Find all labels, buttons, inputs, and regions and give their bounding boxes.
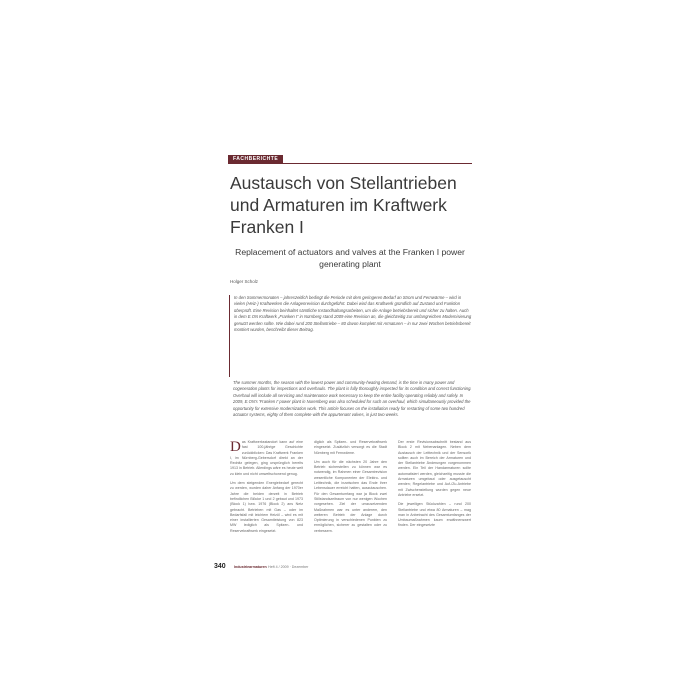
column-3-paragraph-1: Der erste Revisionsabschnitt bestand aus Block 2 mit Nebenanlagen. Neben dem Austausch der Leittechnik und der Sensorik sollten auch im Bereich der Armaturen und der Stellantriebe Änderungen vorgenommen werden. Ein Teil der Handarmaturen sollte automatisiert werden, gleichzeitig musste die Armaturen umgebaut oder ausgetauscht werden; Regelantriebe und Auf-/Zu-Antriebe mit Zwischenstellung wurden gegen neue Antriebe ersetzt. (398, 440, 471, 497)
body-column-1 (230, 440, 303, 546)
article-subtitle (230, 246, 470, 270)
abstract-german (229, 295, 472, 377)
page-number: 340 (214, 563, 226, 570)
title-line-2: und Armaturen im Kraftwerk (230, 195, 447, 215)
abstract-english-text: The summer months, the season with the lowest power and community-heating demand, is the time in many power and cogeneration plants for inspections and overhauls. The plant is fully thoroughly inspected for its condition and correct functioning. Overhaul will include all servicing and maintenance work necessary to keep the entire facility operating reliably and safely. In 2009, E.ON's 'Franken I' power plant in Nuremberg was also scheduled for such an overhaul, which simultaneously provided the opportunity for extensive modernization work. This article focuses on the installation ready for restarting of some two hundred actuator systems, eighty of them complete with the appurtenant valves, in just two weeks. (233, 380, 472, 418)
title-line-1: Austausch von Stellantrieben (230, 173, 457, 193)
column-1-paragraph-1-text: as Kraftwerksstandort kann auf eine fast 100-jährige Geschichte zurückblicken: Das Kraftwerk Franken I, im Nürnberg-Gebersdorf direkt an der Rednitz gelegen, ging ursprünglich bereits 1913 in Betrieb. Allerdings wäre es heute weit zu klein und nicht umweltschonend genug. (230, 440, 303, 476)
issue-info: Heft 4 / 2009 · Dezember (268, 565, 309, 569)
abstract-english (233, 380, 473, 418)
title-line-3: Franken I (230, 217, 304, 237)
drop-cap: D (230, 440, 241, 455)
article-title (230, 172, 475, 238)
section-tag: FACHBERICHTE (228, 155, 283, 164)
subtitle-line-2: generating plant (319, 259, 381, 269)
column-1-paragraph-1 (230, 440, 303, 477)
page-footer (214, 563, 474, 571)
body-column-2 (314, 440, 387, 546)
journal-name: Industriearmaturen (234, 565, 267, 569)
column-2-paragraph-1: dlglich als Spitzen- und Reservekraftwerk eingesetzt. Zusätzlich versorgt es die Stadt Nürnberg mit Fernwärme. (314, 440, 387, 455)
author: Holger Scholz (230, 279, 259, 284)
section-rule (228, 163, 472, 164)
body-column-3 (398, 440, 471, 546)
column-3-paragraph-2: Die jeweiligen Stückzahlen – rund 200 Stellantriebe und etwa 80 Armaturen – mag man in Anbetracht des Gesamtumfanges der Umbaumaßnahmen kaum erwähnenswert finden. Der eingesetzte (398, 502, 471, 528)
abstract-german-text: In den Sommermonaten – jahreszeitlich bedingt die Periode mit dem geringeren Bedarf an Strom und Fernwärme – wird in vielen (Heiz-) Kraftwerken die Anlagenrevision durchgeführt. Dabei wird das Kraftwerk gründlich auf Zustand und Funktion überprüft. Eine Revision beinhaltet sämtliche Instandhaltungsarbeiten, um die Anlage betriebsbereit und sicher zu halten. Auch in dem E.ON Kraftwerk „Franken I“ in Nürnberg stand 2009 eine Revision an, die gleichzeitig zur umfangreichen Modernisierung genutzt werden sollte. Wie dabei rund 200 Stellantriebe – 80 davon komplett mit Armaturen – in nur zwei Wochen betriebsbereit montiert wurden, beschreibt dieser Beitrag. (234, 295, 472, 333)
column-1-paragraph-2: Um dem steigenden Energiebedarf gerecht zu werden, wurden daher Anfang der 1970er Jahre die beiden derzeit in Betrieb befindlichen Blöcke 1 und 2 gebaut und 1973 (Block 1) bzw. 1976 (Block 2) ans Netz gebracht. Betrieben mit Gas – oder im Bedarfsfall mit leichtem Heizöl – wird es mit einer installierten Gesamtleistung von 823 MW lediglich als Spitzen- und Reservekraftwerk eingesetzt. (230, 481, 303, 533)
column-2-paragraph-2: Um auch für die nächsten 20 Jahre den Betrieb sicherstellen zu können war es notwendig, im Rahmen einer Gesamtrevision wesentliche Komponenten der Elektro- und Leittechnik, die inzwischen das Ende ihrer Lebensdauer erreicht hatten, auszutauschen. Für den Gesamtumfang war ja Block zwei Stillstandszeitraum von nur wenigen Wochen vorgesehen. Ziel der umzusetzenden Maßnahmen war es unter anderem, den weiteren Betrieb der Anlage durch Optimierung in verschiedenen Punkten zu ermöglichen, sicherer zu gestalten oder zu verbessern. (314, 459, 387, 533)
subtitle-line-1: Replacement of actuators and valves at the Franken I power (235, 247, 465, 257)
